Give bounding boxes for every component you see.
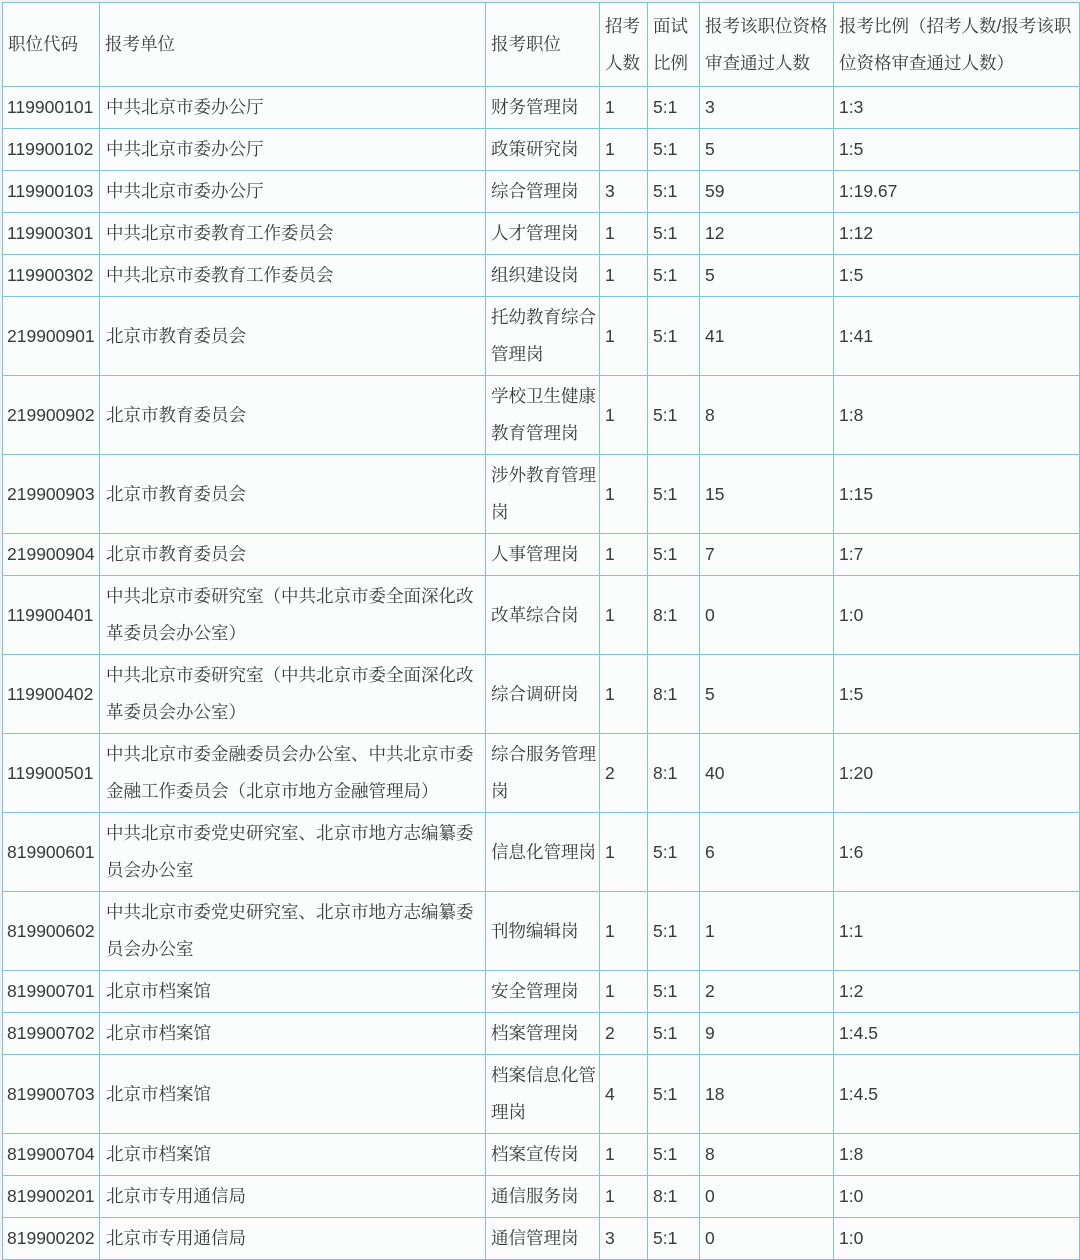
cell-code: 119900101 [3,87,100,129]
cell-interview_ratio: 8:1 [648,1176,700,1218]
cell-interview_ratio: 5:1 [648,971,700,1013]
cell-unit: 中共北京市委党史研究室、北京市地方志编纂委员会办公室 [100,892,486,971]
cell-apply_ratio: 1:4.5 [834,1055,1080,1134]
cell-interview_ratio: 5:1 [648,892,700,971]
cell-code: 119900103 [3,171,100,213]
table-row [3,971,1080,1013]
cell-position: 涉外教育管理岗 [486,455,600,534]
cell-code: 219900901 [3,297,100,376]
table-row [3,576,1080,655]
cell-apply_ratio: 1:8 [834,1134,1080,1176]
cell-code: 119900402 [3,655,100,734]
cell-interview_ratio: 5:1 [648,455,700,534]
cell-apply_ratio: 1:20 [834,734,1080,813]
cell-recruit: 1 [600,1134,648,1176]
table-row [3,171,1080,213]
cell-recruit: 1 [600,971,648,1013]
cell-interview_ratio: 5:1 [648,534,700,576]
table-body [3,87,1080,1260]
header-row [3,3,1080,87]
cell-position: 刊物编辑岗 [486,892,600,971]
cell-apply_ratio: 1:0 [834,576,1080,655]
cell-unit: 中共北京市委研究室（中共北京市委全面深化改革委员会办公室） [100,576,486,655]
cell-interview_ratio: 8:1 [648,734,700,813]
cell-unit: 中共北京市委金融委员会办公室、中共北京市委金融工作委员会（北京市地方金融管理局） [100,734,486,813]
cell-apply_ratio: 1:7 [834,534,1080,576]
cell-passed: 9 [700,1013,834,1055]
column-header-passed-count: 报考该职位资格审查通过人数 [700,3,834,87]
cell-recruit: 2 [600,734,648,813]
cell-recruit: 1 [600,534,648,576]
cell-unit: 北京市档案馆 [100,1013,486,1055]
cell-code: 219900904 [3,534,100,576]
cell-unit: 北京市教育委员会 [100,376,486,455]
cell-passed: 15 [700,455,834,534]
cell-apply_ratio: 1:41 [834,297,1080,376]
cell-interview_ratio: 5:1 [648,813,700,892]
cell-recruit: 3 [600,1218,648,1260]
cell-apply_ratio: 1:15 [834,455,1080,534]
cell-recruit: 1 [600,129,648,171]
cell-apply_ratio: 1:8 [834,376,1080,455]
cell-recruit: 1 [600,813,648,892]
column-header-code: 职位代码 [3,3,100,87]
table-row [3,255,1080,297]
cell-passed: 5 [700,655,834,734]
cell-unit: 北京市专用通信局 [100,1218,486,1260]
cell-interview_ratio: 5:1 [648,297,700,376]
cell-interview_ratio: 5:1 [648,171,700,213]
cell-passed: 8 [700,376,834,455]
cell-apply_ratio: 1:0 [834,1176,1080,1218]
cell-apply_ratio: 1:5 [834,255,1080,297]
cell-passed: 0 [700,1176,834,1218]
cell-position: 托幼教育综合管理岗 [486,297,600,376]
cell-position: 档案信息化管理岗 [486,1055,600,1134]
column-header-interview-ratio: 面试比例 [648,3,700,87]
cell-code: 819900601 [3,813,100,892]
table-row [3,813,1080,892]
table-row [3,297,1080,376]
cell-apply_ratio: 1:0 [834,1218,1080,1260]
table-row [3,87,1080,129]
cell-code: 119900401 [3,576,100,655]
table-row [3,1055,1080,1134]
cell-position: 人才管理岗 [486,213,600,255]
cell-unit: 北京市教育委员会 [100,297,486,376]
cell-passed: 5 [700,129,834,171]
cell-recruit: 3 [600,171,648,213]
table-row [3,1218,1080,1260]
cell-passed: 0 [700,576,834,655]
cell-interview_ratio: 5:1 [648,129,700,171]
cell-recruit: 1 [600,376,648,455]
cell-passed: 8 [700,1134,834,1176]
cell-code: 819900702 [3,1013,100,1055]
cell-position: 综合调研岗 [486,655,600,734]
cell-apply_ratio: 1:5 [834,655,1080,734]
column-header-position: 报考职位 [486,3,600,87]
cell-apply_ratio: 1:4.5 [834,1013,1080,1055]
cell-recruit: 2 [600,1013,648,1055]
cell-recruit: 1 [600,87,648,129]
cell-position: 改革综合岗 [486,576,600,655]
cell-unit: 北京市档案馆 [100,1055,486,1134]
cell-position: 安全管理岗 [486,971,600,1013]
cell-passed: 59 [700,171,834,213]
cell-interview_ratio: 5:1 [648,255,700,297]
column-header-apply-ratio: 报考比例（招考人数/报考该职位资格审查通过人数） [834,3,1080,87]
recruitment-table [2,2,1080,1260]
cell-recruit: 1 [600,1176,648,1218]
cell-unit: 北京市教育委员会 [100,534,486,576]
cell-recruit: 1 [600,892,648,971]
column-header-unit: 报考单位 [100,3,486,87]
cell-passed: 41 [700,297,834,376]
cell-interview_ratio: 5:1 [648,87,700,129]
cell-code: 819900201 [3,1176,100,1218]
cell-code: 819900703 [3,1055,100,1134]
cell-unit: 中共北京市委办公厅 [100,171,486,213]
cell-code: 119900302 [3,255,100,297]
cell-code: 219900903 [3,455,100,534]
cell-position: 学校卫生健康教育管理岗 [486,376,600,455]
cell-code: 819900602 [3,892,100,971]
table-row [3,1176,1080,1218]
cell-recruit: 1 [600,255,648,297]
cell-code: 119900102 [3,129,100,171]
table-header [3,3,1080,87]
cell-passed: 1 [700,892,834,971]
cell-apply_ratio: 1:1 [834,892,1080,971]
cell-recruit: 1 [600,655,648,734]
cell-interview_ratio: 5:1 [648,1055,700,1134]
cell-passed: 7 [700,534,834,576]
cell-code: 119900301 [3,213,100,255]
cell-unit: 中共北京市委办公厅 [100,129,486,171]
cell-position: 财务管理岗 [486,87,600,129]
table-row [3,455,1080,534]
cell-code: 819900701 [3,971,100,1013]
cell-interview_ratio: 8:1 [648,655,700,734]
cell-unit: 北京市档案馆 [100,1134,486,1176]
cell-interview_ratio: 5:1 [648,213,700,255]
cell-recruit: 1 [600,297,648,376]
cell-position: 档案管理岗 [486,1013,600,1055]
cell-recruit: 1 [600,213,648,255]
cell-interview_ratio: 8:1 [648,576,700,655]
table-row [3,892,1080,971]
cell-interview_ratio: 5:1 [648,1134,700,1176]
cell-apply_ratio: 1:5 [834,129,1080,171]
cell-recruit: 4 [600,1055,648,1134]
cell-recruit: 1 [600,576,648,655]
cell-code: 219900902 [3,376,100,455]
cell-unit: 中共北京市委教育工作委员会 [100,255,486,297]
cell-position: 综合管理岗 [486,171,600,213]
cell-position: 综合服务管理岗 [486,734,600,813]
cell-passed: 12 [700,213,834,255]
cell-position: 政策研究岗 [486,129,600,171]
cell-passed: 6 [700,813,834,892]
cell-passed: 0 [700,1218,834,1260]
cell-code: 119900501 [3,734,100,813]
table-row [3,376,1080,455]
cell-apply_ratio: 1:6 [834,813,1080,892]
cell-position: 通信管理岗 [486,1218,600,1260]
cell-position: 通信服务岗 [486,1176,600,1218]
table-row [3,213,1080,255]
cell-unit: 中共北京市委教育工作委员会 [100,213,486,255]
cell-position: 档案宣传岗 [486,1134,600,1176]
cell-unit: 中共北京市委办公厅 [100,87,486,129]
table-row [3,1013,1080,1055]
cell-recruit: 1 [600,455,648,534]
cell-apply_ratio: 1:2 [834,971,1080,1013]
table-row [3,734,1080,813]
cell-apply_ratio: 1:12 [834,213,1080,255]
cell-interview_ratio: 5:1 [648,1218,700,1260]
cell-code: 819900202 [3,1218,100,1260]
cell-passed: 5 [700,255,834,297]
cell-position: 组织建设岗 [486,255,600,297]
cell-passed: 2 [700,971,834,1013]
cell-unit: 北京市教育委员会 [100,455,486,534]
cell-interview_ratio: 5:1 [648,376,700,455]
cell-position: 人事管理岗 [486,534,600,576]
cell-unit: 北京市专用通信局 [100,1176,486,1218]
cell-code: 819900704 [3,1134,100,1176]
table-row [3,534,1080,576]
cell-passed: 40 [700,734,834,813]
cell-unit: 中共北京市委研究室（中共北京市委全面深化改革委员会办公室） [100,655,486,734]
cell-apply_ratio: 1:19.67 [834,171,1080,213]
cell-apply_ratio: 1:3 [834,87,1080,129]
table-row [3,129,1080,171]
column-header-recruit-count: 招考人数 [600,3,648,87]
cell-interview_ratio: 5:1 [648,1013,700,1055]
table-row [3,655,1080,734]
cell-passed: 3 [700,87,834,129]
cell-unit: 中共北京市委党史研究室、北京市地方志编纂委员会办公室 [100,813,486,892]
cell-unit: 北京市档案馆 [100,971,486,1013]
cell-position: 信息化管理岗 [486,813,600,892]
table-row [3,1134,1080,1176]
cell-passed: 18 [700,1055,834,1134]
